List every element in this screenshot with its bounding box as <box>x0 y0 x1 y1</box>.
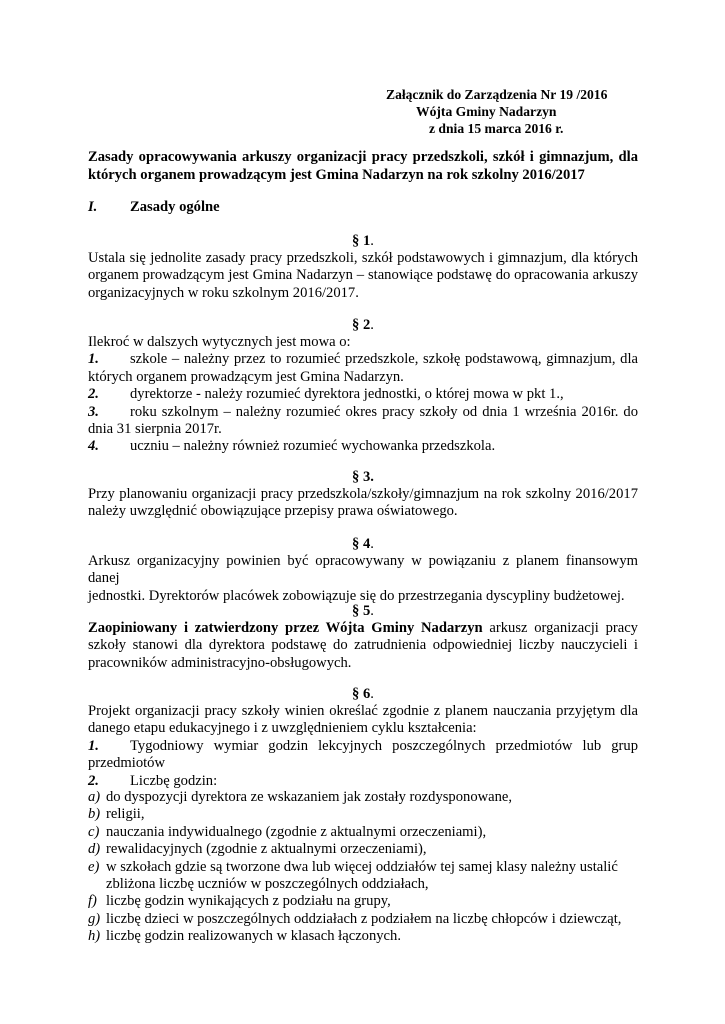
paragraph-1-mark: § 1. <box>352 233 374 249</box>
paragraph-2-intro: Ilekroć w dalszych wytycznych jest mowa o: <box>88 334 351 350</box>
paragraph-6-subitems <box>88 789 638 946</box>
list-item: 2. Liczbę godzin: <box>88 772 218 789</box>
section-number: I. <box>88 199 98 215</box>
title-line-2: których organem prowadzącym jest Gmina Nadarzyn na rok szkolny 2016/2017 <box>88 167 585 183</box>
paragraph-3-text: Przy planowaniu organizacji pracy przedszkola/szkoły/gimnazjum na rok szkolny 2016/2017 należy uwzględnić obowiązujące przepisy prawa oświatowego. <box>88 486 638 520</box>
document-title <box>88 148 638 184</box>
paragraph-6-mark: § 6. <box>352 686 374 702</box>
list-item: 1. szkole – należny przez to rozumieć przedszkole, szkołę podstawową, gimnazjum, dla <box>88 351 638 368</box>
paragraph-3-mark: § 3. <box>352 469 374 485</box>
paragraph-6-text: Projekt organizacji pracy szkoły winien określać zgodnie z planem nauczania przyjętym dla danego etapu edukacyjnego i z uwzględnieniem cyklu kształcenia: 1. Tygodniowy wymiar godzin lekcyjnych poszczególnych przedmiotów lub grup przedmiotów 2. Liczbę godzin: <box>88 703 638 789</box>
paragraph-1-text: Ustala się jednolite zasady pracy przedszkoli, szkół podstawowych i gimnazjum, dla których organem prowadzącym jest Gmina Nadarzyn – stanowiące podstawę do opracowania arkuszy organizacyjnych w roku szkolnym 2016/2017. <box>88 250 638 301</box>
header-line-3: z dnia 15 marca 2016 r. <box>429 121 564 136</box>
list-item: 2. dyrektorze - należy rozumieć dyrektora jednostki, o której mowa w pkt 1., <box>88 386 564 403</box>
section-heading <box>88 199 638 216</box>
sub-item: f) liczbę godzin wynikających z podziału na grupy, <box>88 893 391 910</box>
header-line-1: Załącznik do Zarządzenia Nr 19 /2016 <box>386 87 608 102</box>
section-title: Zasady ogólne <box>130 199 220 215</box>
paragraph-5-mark: § 5. <box>352 603 374 619</box>
sub-item-cont: zbliżona liczbę uczniów w poszczególnych oddziałach, <box>106 876 429 893</box>
sub-item: b) religii, <box>88 806 145 823</box>
paragraph-2-text <box>88 334 638 456</box>
list-item: 1. Tygodniowy wymiar godzin lekcyjnych poszczególnych przedmiotów lub grup <box>88 737 638 754</box>
paragraph-2-mark: § 2. <box>352 317 374 333</box>
paragraph-4-text: Arkusz organizacyjny powinien być opracowywany w powiązaniu z planem finansowym danej jednostki. Dyrektorów placówek zobowiązuje się do przestrzegania dyscypliny budżetowej. <box>88 553 638 604</box>
title-line-1: Zasady opracowywania arkuszy organizacji pracy przedszkoli, szkół i gimnazjum, dla <box>88 149 638 165</box>
list-item: 3. roku szkolnym – należny rozumieć okres pracy szkoły od dnia 1 września 2016r. do <box>88 403 638 420</box>
sub-item: h) liczbę godzin realizowanych w klasach łączonych. <box>88 928 401 945</box>
sub-item: g) liczbę dzieci w poszczególnych oddziałach z podziałem na liczbę chłopców i dziewcząt, <box>88 910 622 927</box>
header-line-2: Wójta Gminy Nadarzyn <box>416 104 557 119</box>
list-item-cont: dnia 31 sierpnia 2017r. <box>88 421 222 438</box>
paragraph-5-text: Zaopiniowany i zatwierdzony przez Wójta Gminy Nadarzyn arkusz organizacji pracy szkoły stanowi dla dyrektora podstawę do zatrudnienia odpowiedniej liczby nauczycieli i pracowników administracyjno-obsługowych. <box>88 620 638 671</box>
list-item: 4. uczniu – należny również rozumieć wychowanka przedszkola. <box>88 438 496 455</box>
list-item-cont: których organem prowadzącym jest Gmina Nadarzyn. <box>88 368 404 385</box>
sub-item: a) do dyspozycji dyrektora ze wskazaniem jak zostały rozdysponowane, <box>88 789 513 805</box>
sub-item: e) w szkołach gdzie są tworzone dwa lub więcej oddziałów tej samej klasy należny ustalić <box>88 858 618 875</box>
list-item-cont: przedmiotów <box>88 755 166 772</box>
sub-item: c) nauczania indywidualnego (zgodnie z aktualnymi orzeczeniami), <box>88 823 487 840</box>
sub-item: d) rewalidacyjnych (zgodnie z aktualnymi orzeczeniami), <box>88 841 427 858</box>
paragraph-4-mark: § 4. <box>352 536 374 552</box>
